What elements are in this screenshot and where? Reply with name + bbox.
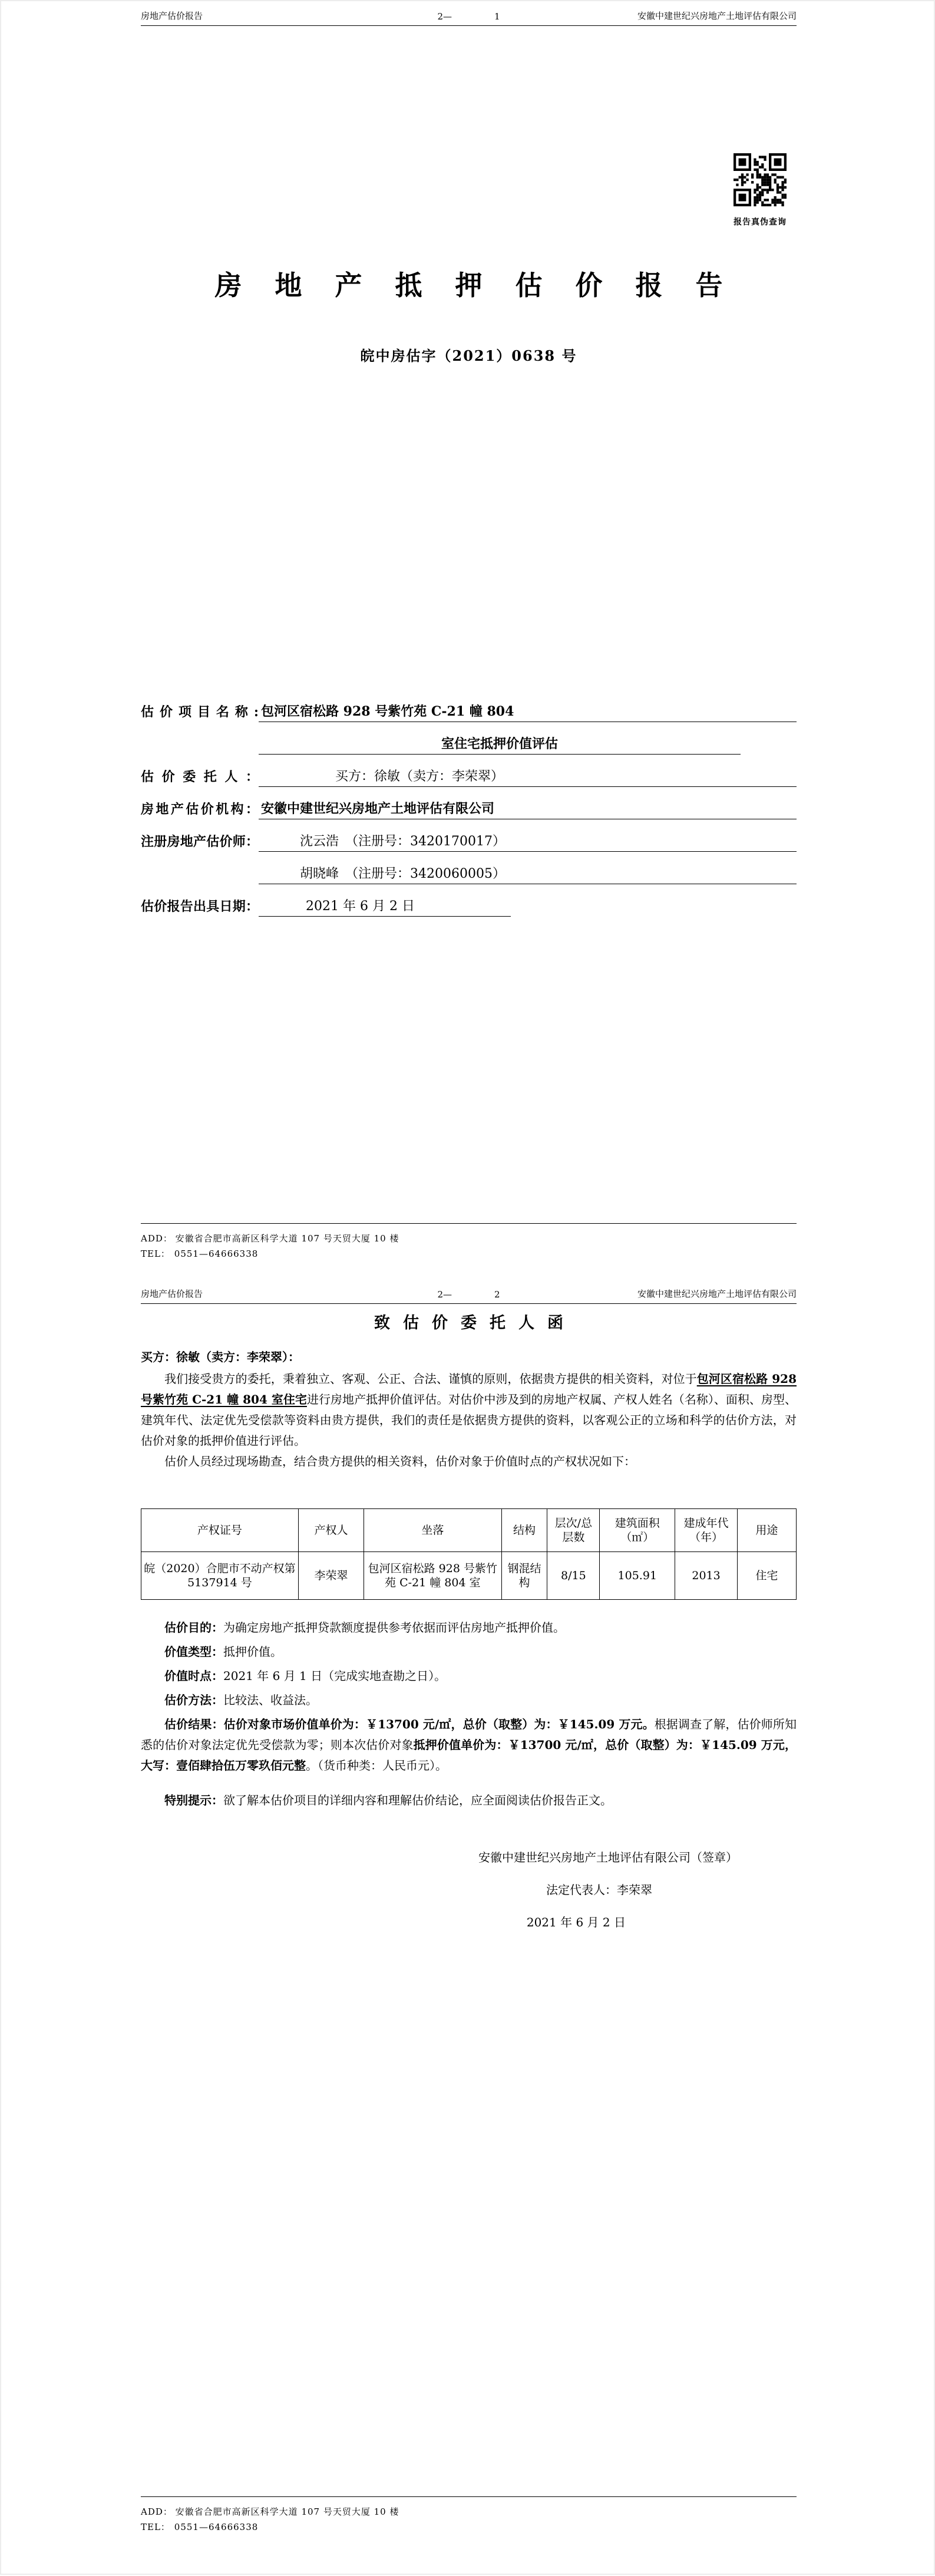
client-label: 估价委托人： (141, 769, 259, 785)
th-floor: 层次/总层数 (547, 1509, 600, 1552)
th-year-built: 建成年代（年） (675, 1509, 738, 1552)
td-year-built: 2013 (675, 1552, 738, 1600)
issue-date-value: 2021 年 6 月 2 日 (259, 896, 511, 917)
item-method (141, 1690, 797, 1711)
letter-title: 致估价委托人函 (374, 1314, 576, 1332)
form-row-project (141, 690, 797, 722)
form-row-client (141, 755, 797, 787)
page-number-prefix: 2— (437, 1289, 452, 1300)
td-usage: 住宅 (737, 1552, 796, 1600)
item-method-text: 比较法、收益法。 (223, 1693, 318, 1707)
td-floor: 8/15 (547, 1552, 600, 1600)
table-row (141, 1552, 797, 1600)
page-1 (1, 1, 935, 1274)
item-result-mortgage-value: 抵押价值单价为：￥13700 元/㎡，总价（取整）为：￥145.09 万元，大写：壹佰肆拾伍万零玖佰元整 (141, 1738, 797, 1773)
th-location: 坐落 (364, 1509, 502, 1552)
item-special-lead: 特别提示： (164, 1793, 223, 1807)
issue-date-label: 估价报告出具日期： (141, 899, 259, 914)
td-area: 105.91 (600, 1552, 675, 1600)
td-cert-no: 皖（2020）合肥市不动产权第 5137914 号 (141, 1552, 299, 1600)
footer-add-label: ADD： (141, 1233, 173, 1244)
footer-add-value: 安徽省合肥市高新区科学大道 107 号天贸大厦 10 楼 (175, 1233, 399, 1244)
page1-footer (141, 1223, 797, 1261)
report-title: 房地产抵押估价报告 (214, 269, 756, 301)
item-value-date-lead: 价值时点： (164, 1669, 223, 1683)
footer-add-value: 安徽省合肥市高新区科学大道 107 号天贸大厦 10 楼 (175, 2506, 399, 2517)
header-doc-title: 房地产估价报告 (141, 11, 203, 21)
form-row-issue-date (141, 884, 797, 917)
footer-address-line (141, 2504, 797, 2519)
item-purpose (141, 1618, 797, 1638)
item-result-currency: 。（货币种类：人民币元）。 (306, 1758, 447, 1773)
project-name-label: 估价项目名称: (141, 704, 259, 720)
item-special-text: 欲了解本估价项目的详细内容和理解估价结论，应全面阅读估价报告正文。 (223, 1793, 612, 1807)
footer-tel-label: TEL： (141, 2522, 170, 2532)
item-method-lead: 估价方法： (164, 1693, 223, 1707)
table-header-row (141, 1509, 797, 1552)
item-result-market-value: 估价对象市场价值单价为：￥13700 元/㎡，总价（取整）为：￥145.09 万元。 (223, 1717, 655, 1731)
form-row-project-cont (141, 722, 797, 755)
paragraph-survey: 估价人员经过现场勘查，结合贵方提供的相关资料，估价对象于价值时点的产权状况如下： (164, 1454, 636, 1468)
appraiser-2-value: 胡晓峰 （注册号：3420060005） (259, 864, 797, 884)
th-cert-no: 产权证号 (141, 1509, 299, 1552)
footer-address-line (141, 1231, 797, 1246)
paragraph-commission-pre: 我们接受贵方的委托，秉着独立、客观、公正、合法、谨慎的原则，依据贵方提供的相关资料，对位于 (164, 1372, 697, 1386)
signature-date: 2021 年 6 月 2 日 (526, 1915, 626, 1929)
page2-footer (141, 2496, 797, 2535)
agency-value: 安徽中建世纪兴房地产土地评估有限公司 (259, 799, 797, 819)
page-number-value: 2 (494, 1289, 500, 1300)
page-number-value: 1 (494, 11, 500, 22)
header-doc-title: 房地产估价报告 (141, 1289, 203, 1299)
form-row-agency (141, 787, 797, 819)
header-company-name: 安徽中建世纪兴房地产土地评估有限公司 (637, 1289, 797, 1299)
signature-company: 安徽中建世纪兴房地产土地评估有限公司（签章） (478, 1850, 738, 1865)
client-value: 买方：徐敏（卖方：李荣翠） (259, 766, 797, 787)
item-value-date (141, 1666, 797, 1686)
th-area: 建筑面积（㎡） (600, 1509, 675, 1552)
footer-phone-line (141, 1246, 797, 1261)
td-structure: 钢混结构 (501, 1552, 547, 1600)
item-result (141, 1714, 797, 1776)
th-owner: 产权人 (298, 1509, 364, 1552)
footer-tel-label: TEL： (141, 1249, 170, 1259)
appraiser-label: 注册房地产估价师： (141, 834, 259, 849)
form-row-appraiser-2 (141, 852, 797, 884)
agency-label: 房地产估价机构： (141, 802, 259, 817)
header-company-name: 安徽中建世纪兴房地产土地评估有限公司 (637, 11, 797, 21)
property-rights-table (141, 1508, 797, 1600)
page1-header (141, 1, 797, 26)
th-usage: 用途 (737, 1509, 796, 1552)
appraiser-1-value: 沈云浩 （注册号：3420170017） (259, 831, 797, 852)
form-row-appraiser-1 (141, 819, 797, 852)
paragraph-commission-property: 包河区宿松路 928 号紫竹苑 C-21 幢 804 室住宅 (141, 1372, 797, 1406)
letter-body (141, 1369, 797, 1933)
page-2 (1, 1274, 935, 2576)
td-owner: 李荣翠 (298, 1552, 364, 1600)
paragraph-commission-post: 进行房地产抵押价值评估。对估价中涉及到的房地产权属、产权人姓名（名称）、面积、房型、建筑年代、法定优先受偿款等资料由贵方提供，我们的责任是依据贵方提供的资料，以客观公正的立场和科学的估价方法，对估价对象的抵押价值进行评估。 (141, 1392, 797, 1448)
footer-tel-value: 0551—64666338 (174, 1249, 259, 1259)
qr-caption: 报告真伪查询 (734, 218, 787, 227)
th-structure: 结构 (501, 1509, 547, 1552)
page-number-prefix: 2— (437, 11, 452, 22)
appraisal-items (141, 1618, 797, 1811)
signature-block (141, 1847, 797, 1933)
item-result-note: 根据调查了解，估价师所知悉的估价对象法定优先受偿款为零；则本次估价对象 (141, 1717, 797, 1752)
footer-tel-value: 0551—64666338 (174, 2522, 259, 2532)
item-special-note (141, 1790, 797, 1811)
document-number: 皖中房估字（2021）0638 号 (360, 347, 577, 364)
item-purpose-text: 为确定房地产抵押贷款额度提供参考依据而评估房地产抵押价值。 (223, 1620, 565, 1635)
cover-form (141, 690, 797, 917)
item-result-lead: 估价结果： (164, 1717, 224, 1731)
footer-phone-line (141, 2519, 797, 2535)
item-value-type-text: 抵押价值。 (223, 1645, 282, 1659)
item-purpose-lead: 估价目的： (164, 1620, 223, 1635)
header-page-number (437, 1289, 500, 1300)
letter-salutation: 买方：徐敏（卖方：李荣翠）： (141, 1350, 300, 1364)
signature-legal-rep: 法定代表人：李荣翠 (546, 1883, 652, 1897)
footer-add-label: ADD： (141, 2506, 173, 2517)
qr-verification-block (734, 153, 787, 228)
item-value-type (141, 1642, 797, 1662)
project-name-value-line1: 包河区宿松路 928 号紫竹苑 C-21 幢 804 (259, 701, 797, 722)
td-location: 包河区宿松路 928 号紫竹苑 C-21 幢 804 室 (364, 1552, 502, 1600)
header-page-number (437, 11, 500, 22)
project-name-value-line2: 室住宅抵押价值评估 (259, 734, 741, 755)
page2-header (141, 1279, 797, 1304)
paragraph-commission (141, 1369, 797, 1451)
item-value-type-lead: 价值类型： (164, 1645, 223, 1659)
item-value-date-text: 2021 年 6 月 1 日（完成实地查勘之日）。 (223, 1669, 447, 1683)
qr-code-icon (734, 153, 787, 206)
